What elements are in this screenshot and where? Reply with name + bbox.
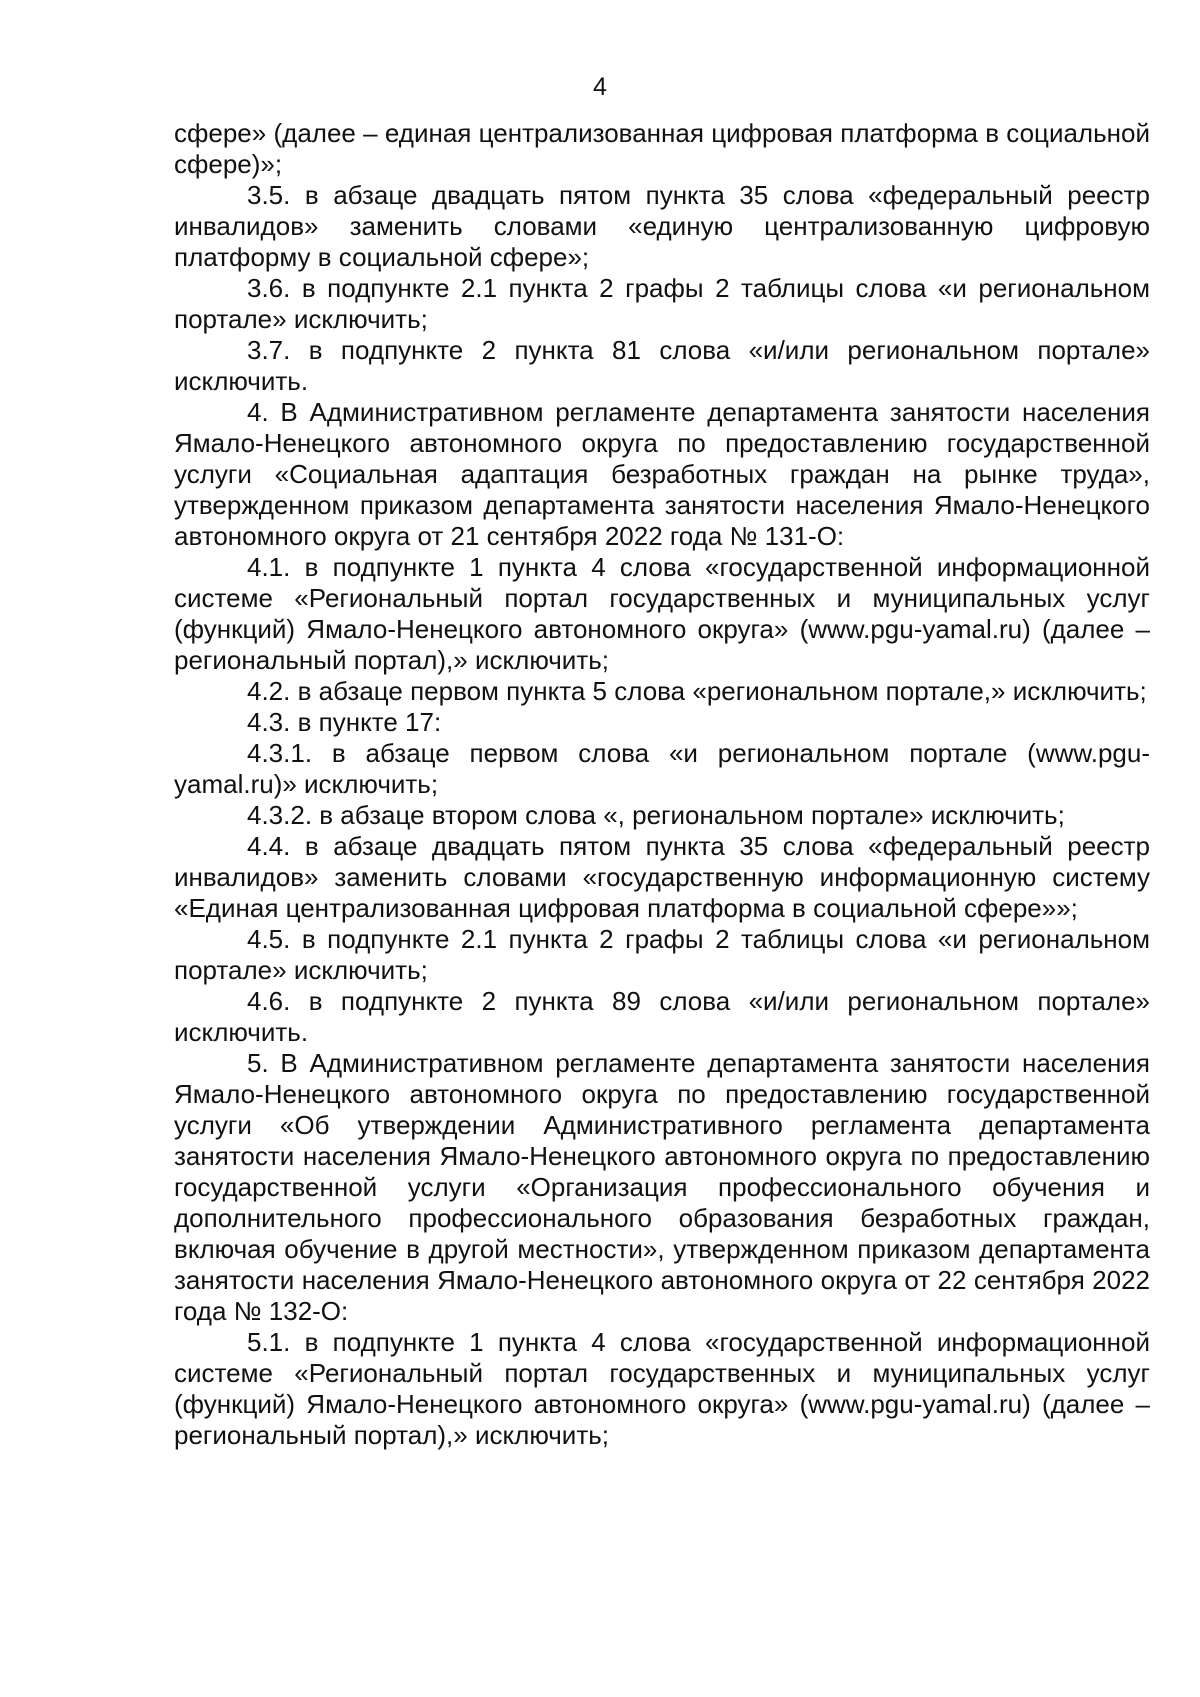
paragraph-5-1: 5.1. в подпункте 1 пункта 4 слова «государственной информационной системе «Региональный портал государственных и муниципальных услуг (функций) Ямало-Ненецкого автономного округа» (www.pgu-yamal.ru) (далее – региональный портал),» исключить; <box>174 1327 1150 1450</box>
paragraph-4: 4. В Административном регламенте департамента занятости населения Ямало-Ненецкого автономного округа по предоставлению государственной услуги «Социальная адаптация безработных граждан на рынке труда», утвержденном приказом департамента занятости населения Ямало-Ненецкого автономного округа от 21 сентября 2022 года № 131-О: <box>174 397 1150 551</box>
paragraph-3-5: 3.5. в абзаце двадцать пятом пункта 35 слова «федеральный реестр инвалидов» заменить словами «единую централизованную цифровую платформу в социальной сфере»; <box>174 180 1150 272</box>
paragraph-4-3: 4.3. в пункте 17: <box>247 707 442 737</box>
paragraph-5: 5. В Административном регламенте департамента занятости населения Ямало-Ненецкого автономного округа по предоставлению государственной услуги «Об утверждении Административного регламента департамента занятости населения Ямало-Ненецкого автономного округа по предоставлению государственной услуги «Организация профессионального обучения и дополнительного профессионального образования безработных граждан, включая обучение в другой местности», утвержденном приказом департамента занятости населения Ямало-Ненецкого автономного округа от 22 сентября 2022 года № 132-О: <box>174 1048 1150 1326</box>
paragraph-3-6: 3.6. в подпункте 2.1 пункта 2 графы 2 таблицы слова «и региональном портале» исключить; <box>174 273 1150 334</box>
paragraph-4-6: 4.6. в подпункте 2 пункта 89 слова «и/или региональном портале» исключить. <box>174 986 1150 1047</box>
document-body <box>174 118 1150 1451</box>
paragraph-3-7: 3.7. в подпункте 2 пункта 81 слова «и/или региональном портале» исключить. <box>174 335 1150 396</box>
paragraph-4-4: 4.4. в абзаце двадцать пятом пункта 35 слова «федеральный реестр инвалидов» заменить словами «государственную информационную систему «Единая централизованная цифровая платформа в социальной сфере»»; <box>174 831 1150 923</box>
paragraph-continuation: сфере» (далее – единая централизованная цифровая платформа в социальной сфере)»; <box>174 118 1150 179</box>
paragraph-4-1: 4.1. в подпункте 1 пункта 4 слова «государственной информационной системе «Региональный портал государственных и муниципальных услуг (функций) Ямало-Ненецкого автономного округа» (www.pgu-yamal.ru) (далее – региональный портал),» исключить; <box>174 552 1150 675</box>
paragraph-4-2: 4.2. в абзаце первом пункта 5 слова «региональном портале,» исключить; <box>247 676 1147 706</box>
page-number: 4 <box>593 73 607 101</box>
paragraph-4-5: 4.5. в подпункте 2.1 пункта 2 графы 2 таблицы слова «и региональном портале» исключить; <box>174 924 1150 985</box>
paragraph-4-3-1: 4.3.1. в абзаце первом слова «и региональном портале (www.pgu-yamal.ru)» исключить; <box>174 738 1150 799</box>
paragraph-4-3-2: 4.3.2. в абзаце втором слова «, региональном портале» исключить; <box>247 800 1065 830</box>
